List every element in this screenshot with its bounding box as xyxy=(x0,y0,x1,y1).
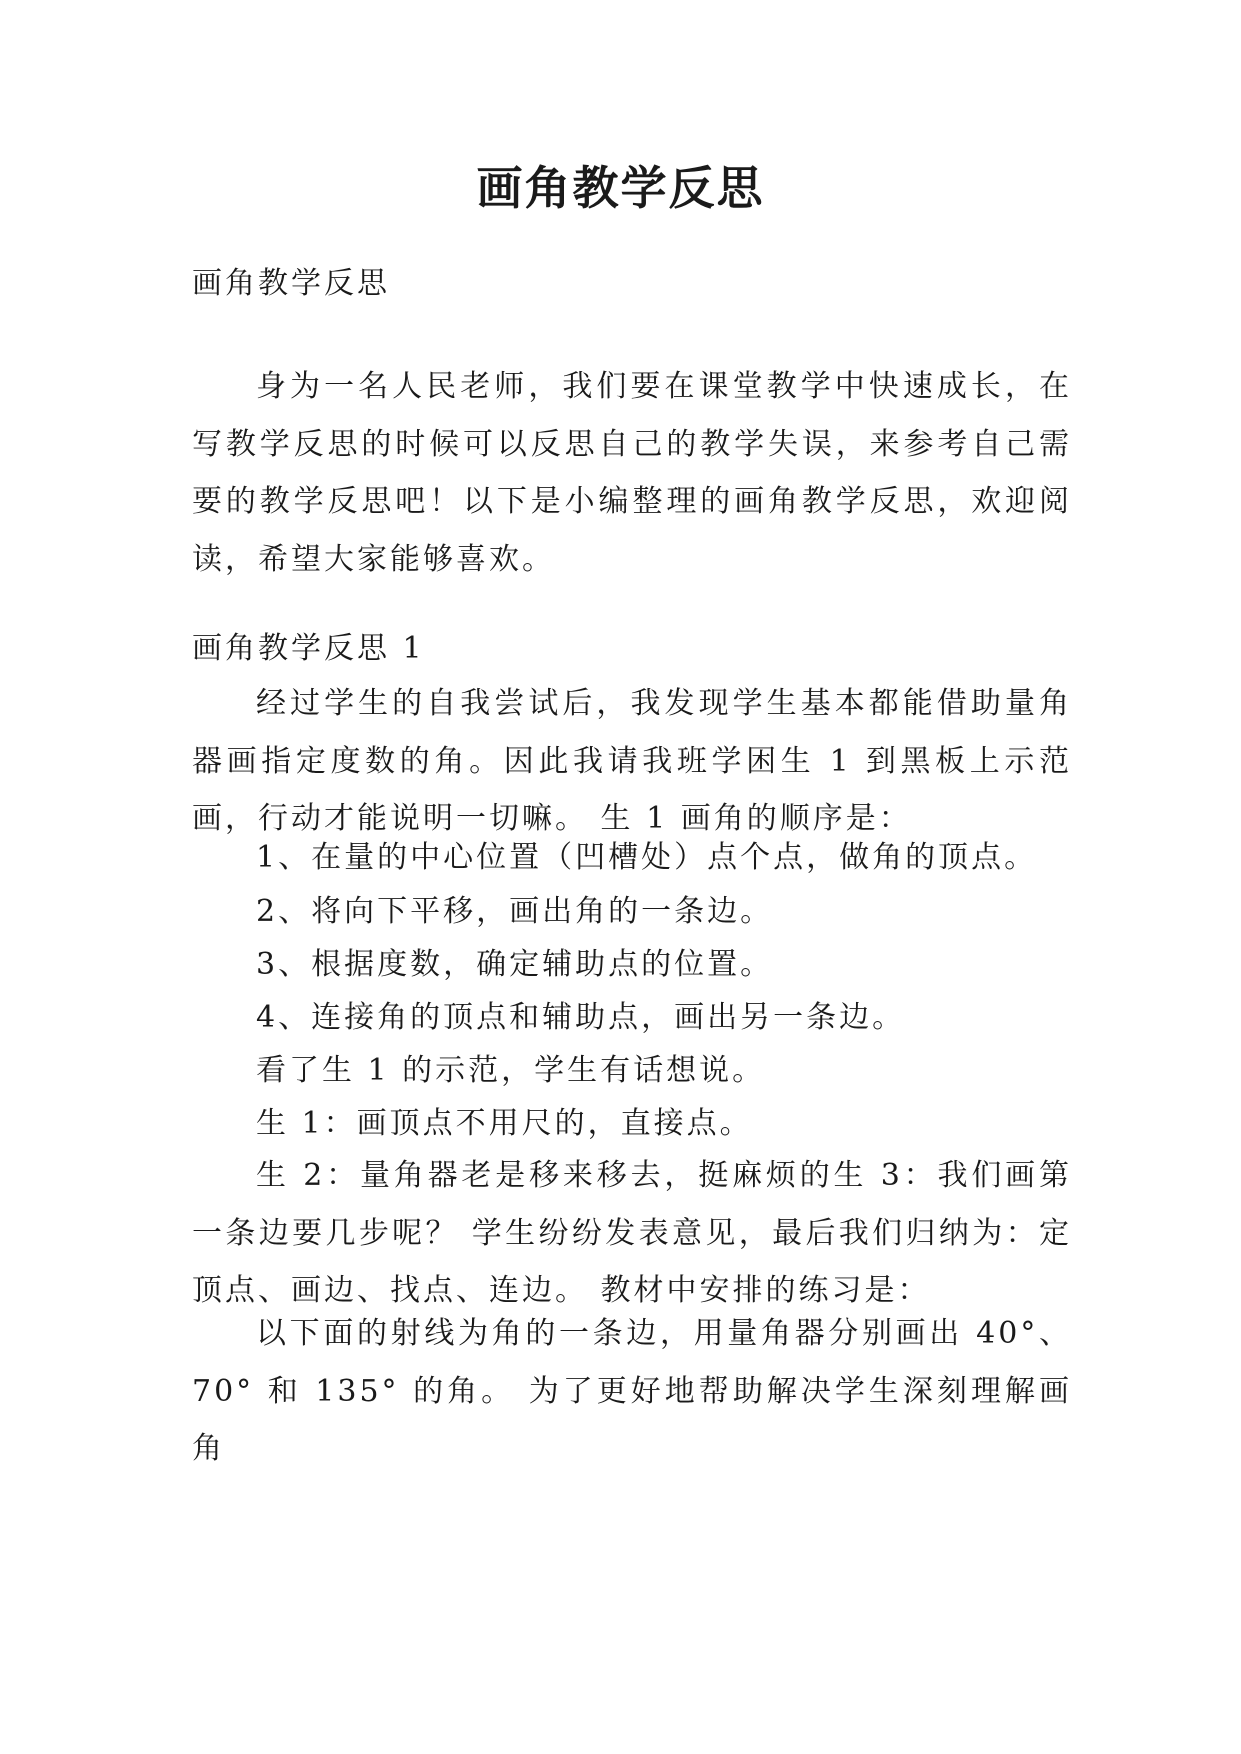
document-subtitle: 画角教学反思 xyxy=(192,266,390,301)
observation-line: 看了生 1 的示范，学生有话想说。 xyxy=(256,1053,766,1088)
student-1-line: 生 1：画顶点不用尺的，直接点。 xyxy=(256,1106,753,1141)
section-paragraph-3: 以下面的射线为角的一条边，用量角器分别画出 40°、70° 和 135° 的角。 为了更好地帮助解决学生深刻理解画角 xyxy=(192,1316,1072,1466)
section-paragraph-1: 经过学生的自我尝试后，我发现学生基本都能借助量角器画指定度数的角。因此我请我班学困生 1 到黑板上示范画，行动才能说明一切嘛。 生 1 画角的顺序是： xyxy=(192,686,1072,836)
step-4: 4、连接角的顶点和辅助点，画出另一条边。 xyxy=(256,1000,906,1035)
step-1: 1、在量的中心位置（凹槽处）点个点，做角的顶点。 xyxy=(256,840,1038,875)
section-heading: 画角教学反思 1 xyxy=(192,631,425,666)
step-3: 3、根据度数，确定辅助点的位置。 xyxy=(256,947,774,982)
section-paragraph-2: 生 2：量角器老是移来移去，挺麻烦的生 3：我们画第一条边要几步呢？ 学生纷纷发表意见，最后我们归纳为：定顶点、画边、找点、连边。 教材中安排的练习是： xyxy=(192,1158,1072,1308)
step-2: 2、将向下平移，画出角的一条边。 xyxy=(256,894,774,929)
document-title: 画角教学反思 xyxy=(476,161,765,215)
intro-paragraph: 身为一名人民老师，我们要在课堂教学中快速成长，在写教学反思的时候可以反思自己的教学失误，来参考自己需要的教学反思吧！以下是小编整理的画角教学反思，欢迎阅读，希望大家能够喜欢。 xyxy=(192,369,1072,577)
